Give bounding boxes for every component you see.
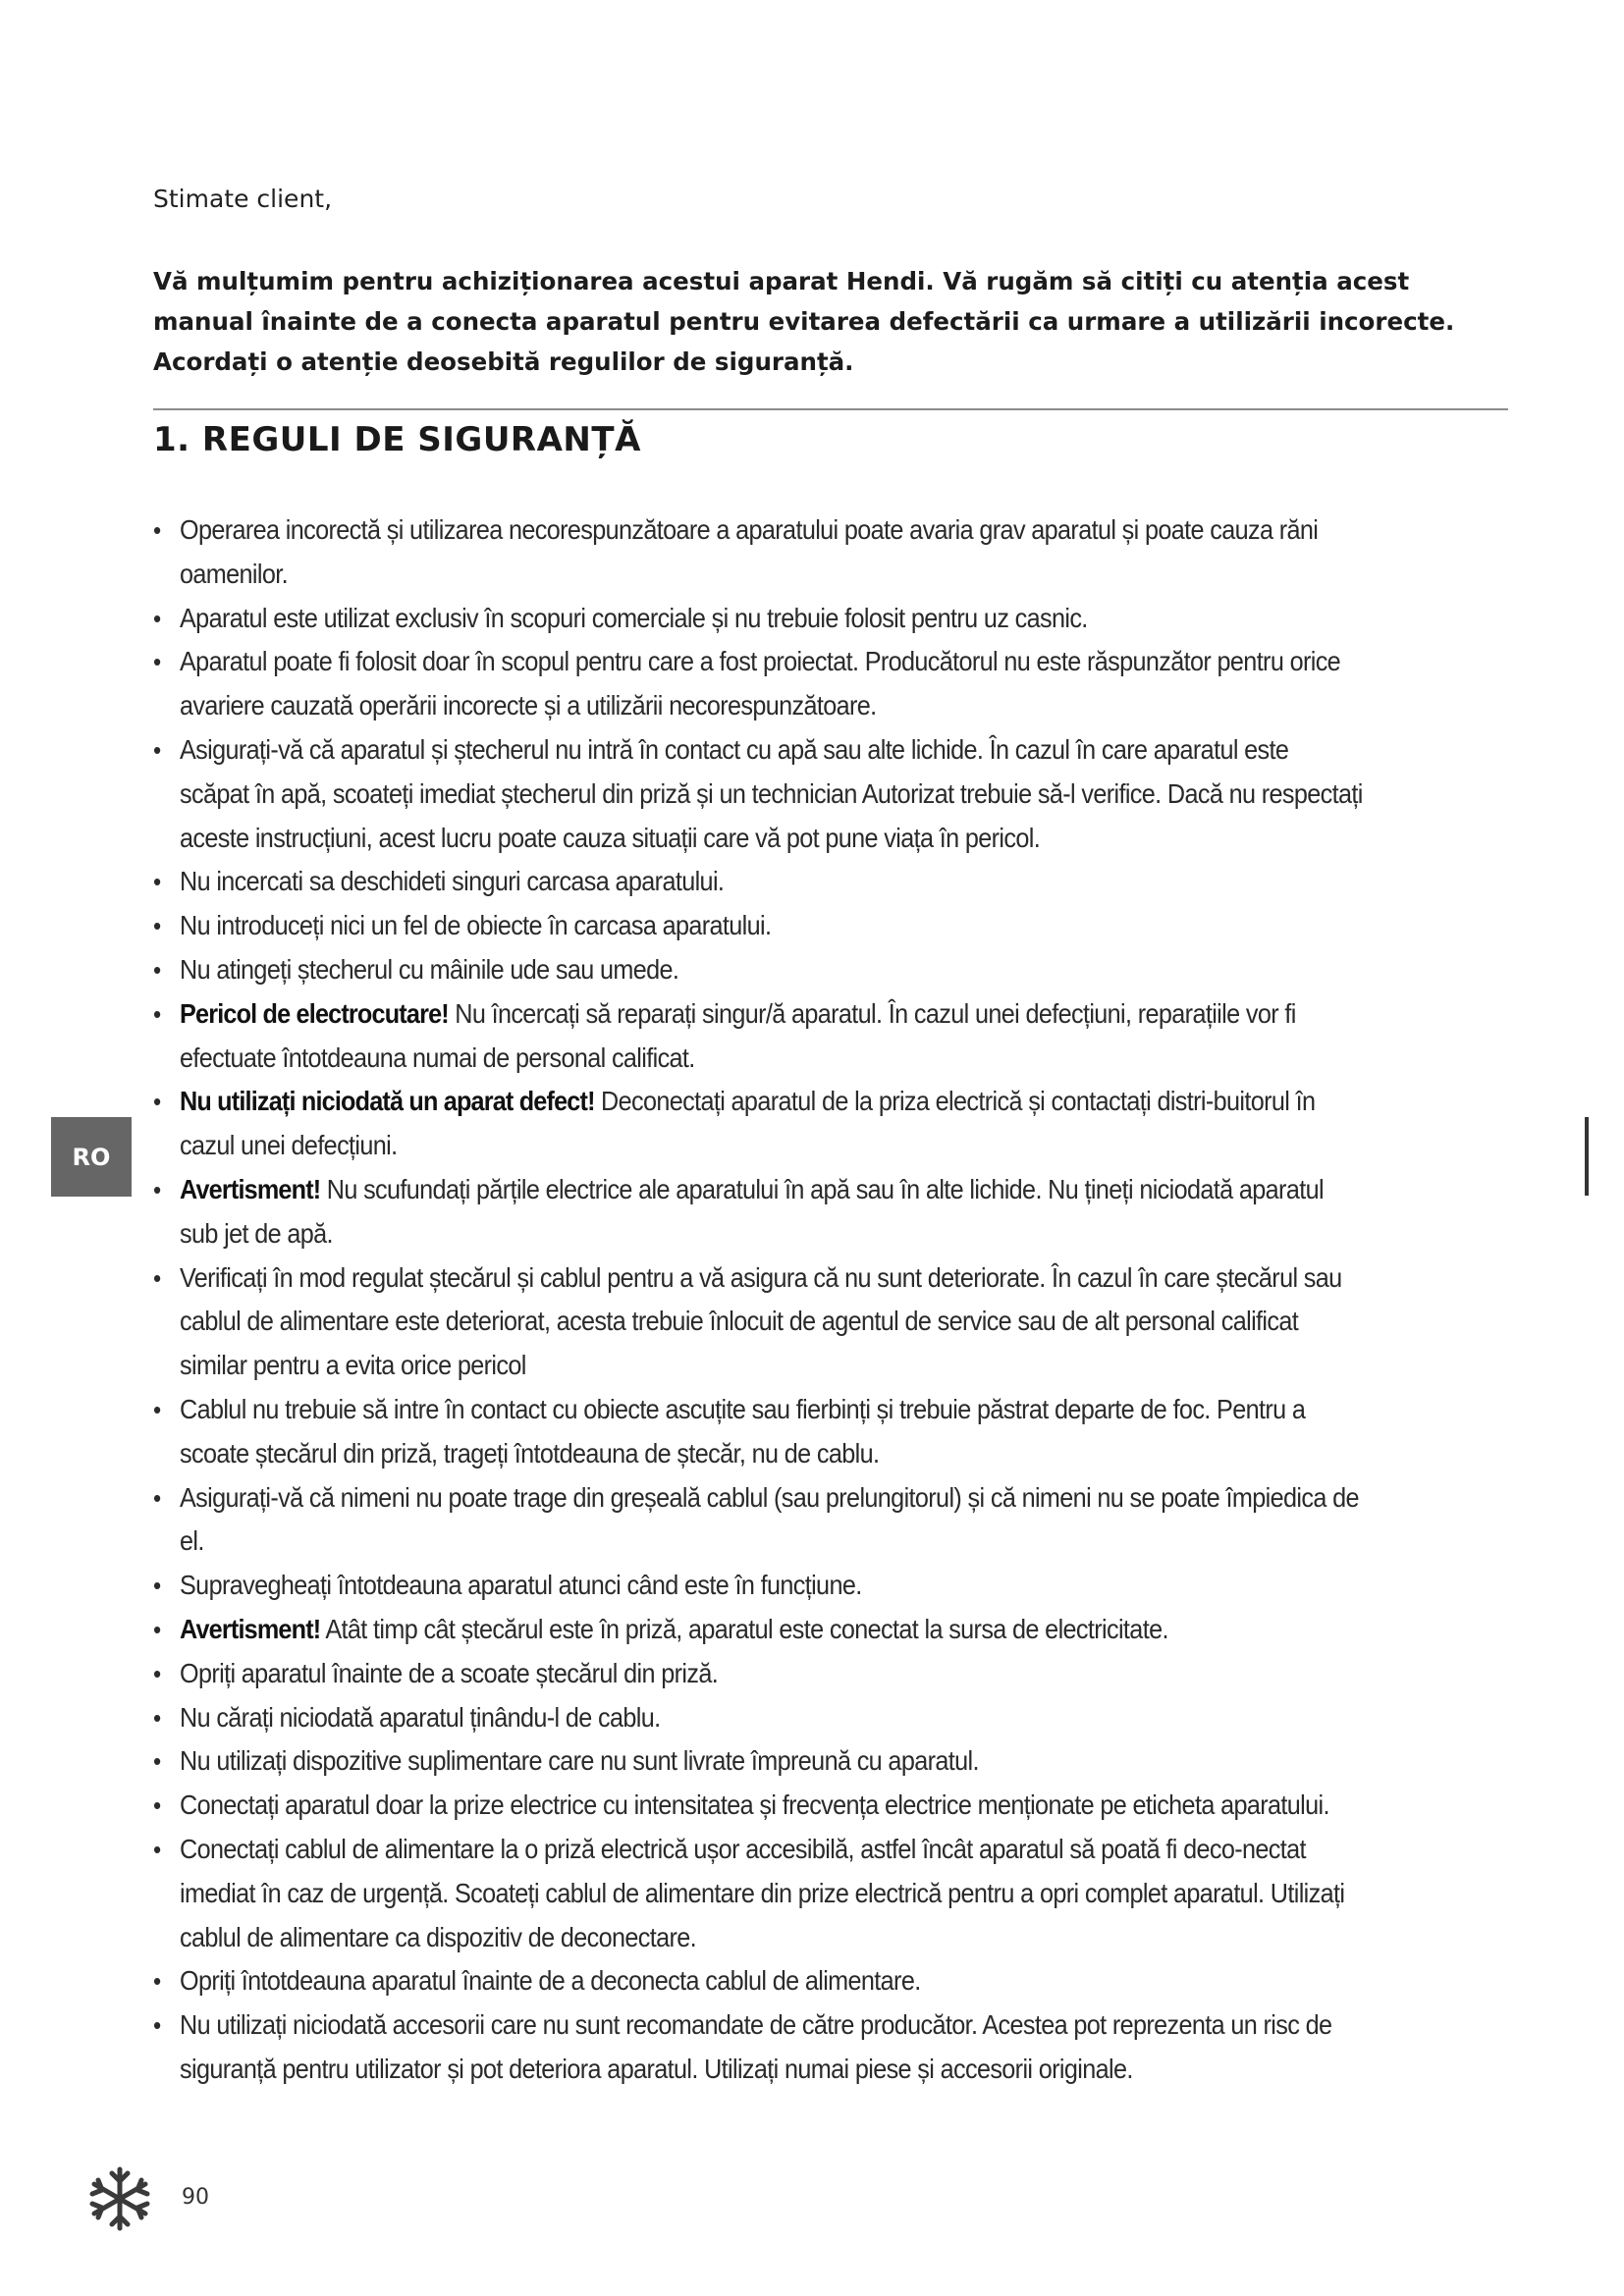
bullet-icon: • xyxy=(153,1966,161,1997)
rule-text: Nu utilizați dispozitive suplimentare care nu sunt livrate împreună cu aparatul. xyxy=(180,1745,979,1777)
list-item xyxy=(153,948,1364,992)
rule-text: Cablul nu trebuie să intre în contact cu obiecte ascuțite sau fierbinți și trebuie păstrat departe de foc. Pentru a scoate ștecărul din priză, trageți întotdeauna de ștecăr, nu de cablu. xyxy=(180,1393,1306,1468)
bullet-icon: • xyxy=(153,998,161,1029)
page-number: 90 xyxy=(182,2185,209,2210)
rule-text: Conectați aparatul doar la prize electrice cu intensitatea și frecvența electrice menționate pe eticheta aparatului. xyxy=(180,1789,1329,1821)
bullet-icon: • xyxy=(153,1614,161,1644)
bullet-icon: • xyxy=(153,1702,161,1733)
list-item xyxy=(153,1739,1364,1784)
rule-text: Deconectați aparatul de la priza electrică și contactați distri-buitorul în cazul unei defecțiuni. xyxy=(180,1086,1316,1161)
rule-text: Operarea incorectă și utilizarea necorespunzătoare a aparatului poate avaria grav aparatul și poate cauza răni oamenilor. xyxy=(180,514,1319,589)
rule-text: Nu atingeți ștecherul cu mâinile ude sau umede. xyxy=(180,953,679,985)
rule-text: Aparatul poate fi folosit doar în scopul pentru care a fost proiectat. Producătorul nu este răspunzător pentru orice avariere cauzată operării incorecte și a utilizării necorespunzătoare. xyxy=(180,646,1341,721)
bullet-icon: • xyxy=(153,867,161,897)
rule-text: Verificați în mod regulat ștecărul și cablul pentru a vă asigura că nu sunt deteriorate. În cazul în care ștecărul sau cablul de alimentare este deteriorat, acesta trebuie înlocuit de agentul de service sau de alt personal calificat similar pentru a evita orice pericol xyxy=(180,1261,1342,1381)
list-item xyxy=(153,597,1364,641)
bullet-icon: • xyxy=(153,734,161,765)
section-divider xyxy=(153,408,1508,410)
bullet-icon: • xyxy=(153,1482,161,1513)
rule-text: Atât timp cât ștecărul este în priză, aparatul este conectat la sursa de electricitate. xyxy=(320,1613,1168,1644)
rule-text: Nu încercați să reparați singur/ă aparatul. În cazul unei defecțiuni, reparațiile vor fi efectuate întotdeauna numai de personal calificat. xyxy=(180,997,1296,1073)
list-item xyxy=(153,1959,1364,2003)
list-item xyxy=(153,904,1364,948)
rule-text: Conectați cablul de alimentare la o priză electrică ușor accesibilă, astfel încât aparatul să poată fi deco-nectat imediat în caz de urgență. Scoateți cablul de alimentare din prize electrică pentru a opri complet aparatul. Utilizați cablul de alimentare ca dispozitiv de deconectare. xyxy=(180,1833,1345,1952)
section-title: 1. REGULI DE SIGURANȚĂ xyxy=(153,420,641,459)
warning-label: Pericol de electrocutare! xyxy=(180,997,449,1029)
rule-text: Aparatul este utilizat exclusiv în scopuri comerciale și nu trebuie folosit pentru uz casnic. xyxy=(180,602,1088,633)
list-item xyxy=(153,1476,1364,1565)
warning-label: Avertisment! xyxy=(180,1173,321,1204)
bullet-icon: • xyxy=(153,954,161,985)
list-item xyxy=(153,1388,1364,1476)
rule-text: Supravegheați întotdeauna aparatul atunci când este în funcțiune. xyxy=(180,1570,862,1601)
list-item xyxy=(153,640,1364,728)
bullet-icon: • xyxy=(153,1658,161,1688)
rule-text: Opriți întotdeauna aparatul înainte de a deconecta cablul de alimentare. xyxy=(180,1965,921,1997)
list-item xyxy=(153,1696,1364,1740)
bullet-icon: • xyxy=(153,1790,161,1821)
list-item xyxy=(153,508,1364,597)
bullet-icon: • xyxy=(153,1394,161,1424)
list-item xyxy=(153,1080,1364,1168)
bullet-icon: • xyxy=(153,647,161,677)
bullet-icon: • xyxy=(153,1571,161,1601)
rule-text: Nu scufundați părțile electrice ale aparatului în apă sau în alte lichide. Nu țineți niciodată aparatul sub jet de apă. xyxy=(180,1173,1324,1249)
rule-text: Asigurați-vă că aparatul și ștecherul nu intră în contact cu apă sau alte lichide. În cazul în care aparatul este scăpat în apă, scoateți imediat ștecherul din priză și un technician Autorizat trebuie să-l verifice. Dacă nu respectați aceste instrucțiuni, acest lucru poate cauza situații care vă pot pune viața în pericol. xyxy=(180,733,1363,853)
language-tab: RO xyxy=(51,1117,132,1197)
list-item xyxy=(153,1608,1364,1652)
list-item xyxy=(153,1256,1364,1388)
list-item xyxy=(153,728,1364,860)
bullet-icon: • xyxy=(153,911,161,941)
list-item xyxy=(153,1564,1364,1608)
list-item xyxy=(153,992,1364,1081)
rule-text: Nu utilizați niciodată accesorii care nu sunt recomandate de către producător. Acestea pot reprezenta un risc de siguranță pentru utilizator și pot deteriora aparatul. Utilizați numai piese și accesorii originale. xyxy=(180,2009,1332,2084)
snowflake-icon xyxy=(84,2163,155,2234)
page-edge-marker xyxy=(1585,1117,1589,1196)
greeting: Stimate client, xyxy=(153,185,333,213)
list-item xyxy=(153,1652,1364,1696)
rule-text: Opriți aparatul înainte de a scoate ștecărul din priză. xyxy=(180,1657,719,1688)
bullet-icon: • xyxy=(153,515,161,545)
bullet-icon: • xyxy=(153,1262,161,1293)
bullet-icon: • xyxy=(153,603,161,633)
bullet-icon: • xyxy=(153,1746,161,1777)
rule-text: Nu introduceți nici un fel de obiecte în carcasa aparatului. xyxy=(180,910,772,941)
list-item xyxy=(153,1784,1364,1828)
list-item xyxy=(153,860,1364,904)
rule-text: Asigurați-vă că nimeni nu poate trage din greșeală cablul (sau prelungitorul) și că nimeni nu se poate împiedica de el. xyxy=(180,1481,1359,1557)
warning-label: Nu utilizați niciodată un aparat defect! xyxy=(180,1086,595,1117)
bullet-icon: • xyxy=(153,2010,161,2041)
bullet-icon: • xyxy=(153,1174,161,1204)
bullet-icon: • xyxy=(153,1834,161,1864)
list-item xyxy=(153,2003,1364,2092)
list-item xyxy=(153,1828,1364,1959)
safety-rules-list xyxy=(153,508,1364,2092)
rule-text: Nu incercati sa deschideti singuri carcasa aparatului. xyxy=(180,866,725,897)
intro-paragraph: Vă mulțumim pentru achiziționarea acestui aparat Hendi. Vă rugăm să citiți cu atenția acest manual înainte de a conecta aparatul pentru evitarea defectării ca urmare a utilizării incorecte. Acordați o atenție deosebită regulilor de siguranță. xyxy=(153,267,1455,376)
warning-label: Avertisment! xyxy=(180,1613,321,1644)
rule-text: Nu cărați niciodată aparatul ținându-l de cablu. xyxy=(180,1701,661,1733)
list-item xyxy=(153,1168,1364,1256)
bullet-icon: • xyxy=(153,1087,161,1117)
